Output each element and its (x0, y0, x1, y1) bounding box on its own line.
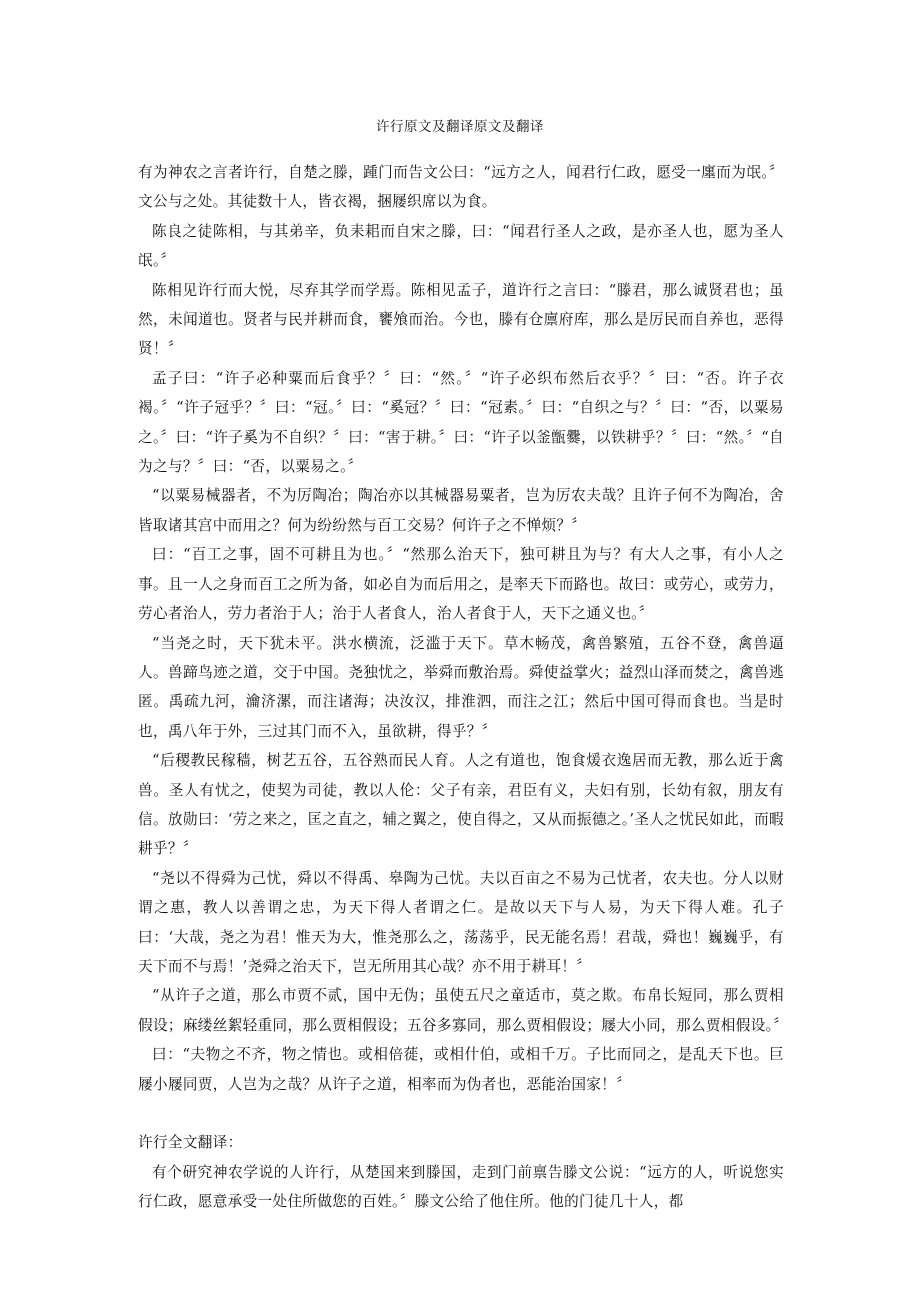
paragraph-2: 陈良之徒陈相，与其弟辛，负耒耜而自宋之滕，曰：“闻君行圣人之政，是亦圣人也，愿为圣人氓。〞 (138, 222, 784, 270)
section-spacer (138, 1099, 784, 1128)
paragraph-7: “当尧之时，天下犹未平。洪水横流，泛滥于天下。草木畅茂，禽兽繁殖，五谷不登，禽兽逼人。兽蹄鸟迹之道，交于中国。尧独忧之，举舜而敷治焉。舜使益掌火；益烈山泽而焚之，禽兽逃匿。禹疏九河，瀹济漯，而注诸海；决汝汉，排淮泗，而注之江；然后中国可得而食也。当是时也，禹八年于外，三过其门而不入，虽欲耕，得乎？〞 (138, 634, 784, 740)
paragraph-8: “后稷教民稼穑，树艺五谷，五谷熟而民人育。人之有道也，饱食煖衣逸居而无教，那么近于禽兽。圣人有忧之，使契为司徒，教以人伦：父子有亲，君臣有义，夫妇有别，长幼有叙，朋友有信。放勋曰：‘劳之来之，匡之直之，辅之翼之，使自得之，又从而振德之。’圣人之忧民如此，而暇耕乎？〞 (138, 752, 784, 858)
paragraph-6: 曰：“百工之事，固不可耕且为也。〞“然那么治天下，独可耕且为与？有大人之事，有小人之事。且一人之身而百工之所为备，如必自为而后用之，是率天下而路也。故曰：或劳心，或劳力，劳心者治人，劳力者治于人；治于人者食人，治人者食于人，天下之通义也。〞 (138, 546, 784, 623)
paragraph-10: “从许子之道，那么市贾不贰，国中无伪；虽使五尺之童适市，莫之欺。布帛长短同，那么贾相假设；麻缕丝絮轻重同，那么贾相假设；五谷多寡同，那么贾相假设；屦大小同，那么贾相假设。〞 (138, 987, 789, 1034)
paragraph-1: 有为神农之言者许行，自楚之滕，踵门而告文公曰：“远方之人，闻君行仁政，愿受一廛而为氓。〞文公与之处。其徒数十人，皆衣褐，捆屦织席以为食。 (138, 164, 784, 211)
paragraph-3: 陈相见许行而大悦，尽弃其学而学焉。陈相见孟子，道许行之言曰：“滕君，那么诚贤君也；虽然，未闻道也。贤者与民并耕而食，饔飧而治。今也，滕有仓廪府库，那么是厉民而自养也，恶得贤！〞 (138, 281, 784, 358)
document-title: 许行原文及翻译原文及翻译 (376, 119, 544, 135)
translation-heading: 许行全文翻译： (138, 1134, 243, 1152)
paragraph-11: 曰：“夫物之不齐，物之情也。或相倍蓰，或相什伯，或相千万。子比而同之，是乱天下也。巨屦小屦同贾，人岂为之哉？从许子之道，相率而为伪者也，恶能治国家！〞 (138, 1046, 784, 1093)
translation-paragraph-1: 有个研究神农学说的人许行，从楚国来到滕国，走到门前禀告滕文公说：“远方的人，听说您实行仁政，愿意承受一处住所做您的百姓。〞滕文公给了他住所。他的门徒几十人，都 (138, 1163, 784, 1211)
paragraph-9: “尧以不得舜为己忧，舜以不得禹、皋陶为己忧。夫以百亩之不易为己忧者，农夫也。分人以财谓之惠，教人以善谓之忠，为天下得人者谓之仁。是故以天下与人易，为天下得人难。孔子曰：‘大哉，尧之为君！惟天为大，惟尧那么之，荡荡乎，民无能名焉！君哉，舜也！巍巍乎，有天下而不与焉！’尧舜之治天下，岂无所用其心哉？亦不用于耕耳！〞 (138, 869, 784, 975)
document-body (138, 158, 789, 1217)
paragraph-4: 孟子曰：“许子必种粟而后食乎？〞曰：“然。〞“许子必织布然后衣乎？〞曰：“否。许子衣褐。〞“许子冠乎？〞曰：“冠。〞曰：“奚冠？〞曰：“冠素。〞曰：“自织之与？〞曰：“否，以粟易之。〞曰：“许子奚为不自织？〞曰：“害于耕。〞曰：“许子以釜甑爨，以铁耕乎？〞曰：“然。〞“自为之与？〞曰：“否，以粟易之。〞 (138, 369, 784, 476)
paragraph-5: “以粟易械器者，不为厉陶冶；陶冶亦以其械器易粟者，岂为厉农夫哉？且许子何不为陶冶，舍皆取诸其宫中而用之？何为纷纷然与百工交易？何许子之不惮烦？〞 (138, 487, 784, 534)
